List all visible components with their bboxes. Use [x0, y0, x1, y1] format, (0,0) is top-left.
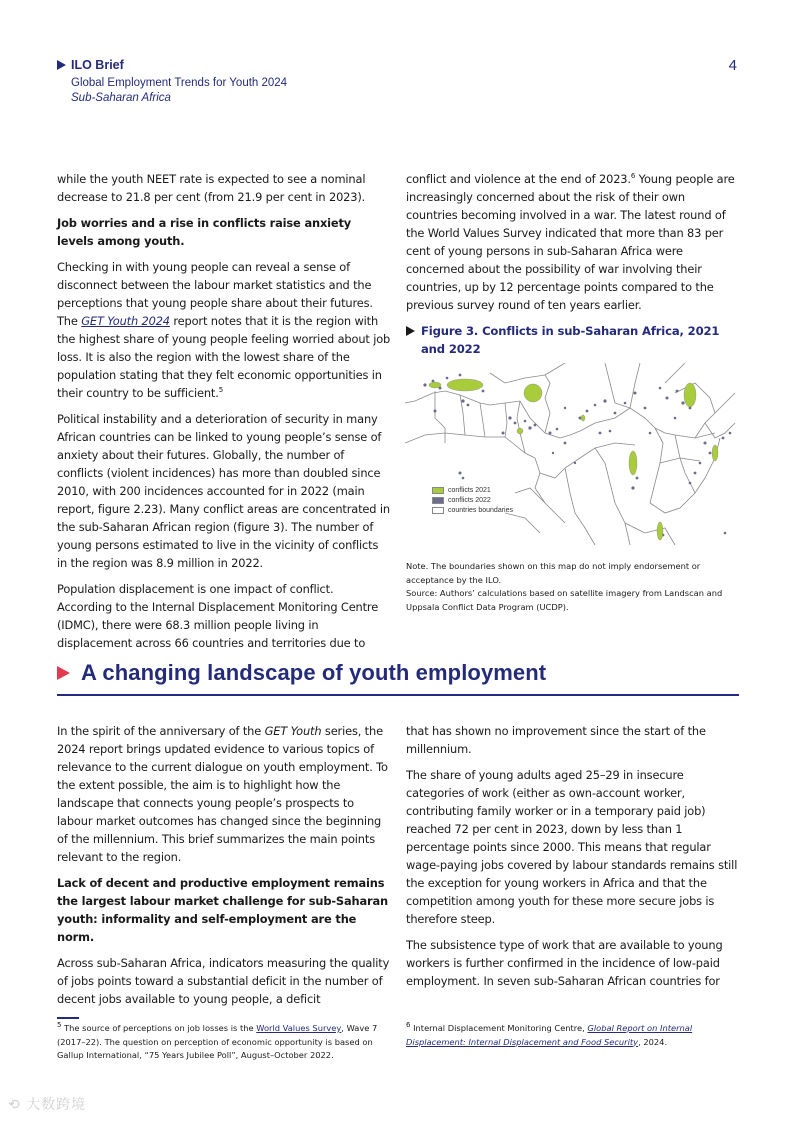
right-column-bottom: [406, 722, 740, 998]
footnote-number: 6: [406, 1021, 411, 1030]
text: , Wave 7 (2017–22). The question on perception of economic opportunity is based on Gallup International, “75 Years Jubilee Poll”, August–October 2022.: [57, 1023, 378, 1060]
paragraph-no-improvement: that has shown no improvement since the start of the millennium.: [406, 724, 706, 756]
text: Checking in with young people can reveal a sense of disconnect between the labour market statistics and the perceptions that young people share about their futures. The: [57, 260, 373, 328]
section-divider: [57, 694, 739, 696]
left-column-bottom: [57, 722, 391, 1016]
legend-swatch-purple-icon: [432, 497, 444, 504]
report-region: Sub-Saharan Africa: [71, 92, 171, 104]
watermark-icon: ⟲: [8, 1097, 21, 1113]
report-subtitle: Global Employment Trends for Youth 2024: [71, 77, 288, 89]
legend-swatch-green-icon: [432, 487, 444, 494]
section-header: [57, 660, 739, 696]
text: , 2024.: [638, 1036, 668, 1047]
footnote-ref-5[interactable]: 5: [218, 386, 224, 395]
page-number: 4: [728, 57, 737, 74]
idmc-report-link[interactable]: Global Report on Internal Displacement: Internal Displacement and Food Security: [406, 1023, 693, 1047]
paragraph-displacement: Population displacement is one impact of conflict. According to the Internal Displacement Monitoring Centre (IDMC), there were 68.3 million people living in displacement across 66 countries and territories due to: [57, 582, 379, 650]
legend-item-2022: [432, 495, 513, 505]
map-legend: [432, 485, 513, 515]
legend-label: conflicts 2021: [448, 486, 491, 494]
footnote-5: [57, 1022, 392, 1063]
footnote-divider: [57, 1017, 79, 1019]
text: Internal Displacement Monitoring Centre,: [410, 1023, 588, 1033]
conflict-map: [405, 363, 740, 545]
section-title: A changing landscape of youth employment: [81, 660, 547, 685]
text: The source of perceptions on job losses is the: [61, 1023, 257, 1033]
legend-label: conflicts 2022: [448, 496, 491, 504]
triangle-marker-icon: [406, 326, 415, 336]
page-header: [57, 57, 747, 104]
paragraph-perceptions: [57, 258, 391, 402]
get-youth-italic: GET Youth: [264, 724, 322, 738]
subheading-job-worries: Job worries and a rise in conflicts raise anxiety levels among youth.: [57, 216, 352, 248]
text: conflict and violence at the end of 2023.: [406, 172, 631, 186]
section-title-row: [57, 660, 739, 686]
figure-note: [406, 560, 746, 614]
left-column-top: [57, 170, 391, 660]
footnote-number: 5: [57, 1021, 62, 1030]
text: Young people are increasingly concerned about the risk of their own countries becoming involved in a war. The latest round of the World Values Survey indicated that more than 83 per cent of young persons in sub-Saharan Africa were concerned about the possibility of war involving their countries, up by 12 percentage points compared to the previous survey round of ten years earlier.: [406, 172, 735, 312]
map-source: Source: Authors’ calculations based on satellite imagery from Landscan and Uppsala Conflict Data Program (UCDP).: [406, 588, 723, 612]
subheading-decent-employment: Lack of decent and productive employment remains the largest labour market challenge for sub-Saharan youth: informality and self-employment are the norm.: [57, 876, 388, 944]
paragraph-political-instability: Political instability and a deterioration of security in many African countries can be linked to young people’s sense of anxiety about their futures. Globally, the number of conflicts (violent incidences) has more than doubled since 2010, with 200 incidences accounted for in 2022 (main report, figure 2.23). Many conflict areas are concentrated in the sub-Saharan African region (figure 3). The number of young persons estimated to live in the vicinity of conflicts in the region was 8.9 million in 2022.: [57, 412, 390, 570]
brief-label-row: [57, 57, 747, 73]
watermark-text: 大数跨境: [26, 1097, 87, 1113]
watermark-logo: [8, 1094, 86, 1114]
text: series, the 2024 report brings updated evidence to various topics of relevance to the current dialogue on youth employment. To the extent possible, the aim is to highlight how the landscape that connects young people’s prospects to labour market outcomes has changed since the beginning of the millennium. This brief summarizes the main points relevant to the region.: [57, 724, 388, 864]
paragraph-neet: while the youth NEET rate is expected to see a nominal decrease to 21.8 per cent (from 21.9 per cent in 2023).: [57, 172, 366, 204]
right-column-top: [406, 170, 740, 358]
text: report notes that it is the region with the highest share of young people feeling worried about job loss. It is also the region with the lowest share of the population stating that they felt economic opportunities in their country to be sufficient.: [57, 314, 391, 400]
red-triangle-icon: [57, 666, 70, 680]
africa-map-icon: [405, 363, 740, 545]
legend-swatch-white-icon: [432, 507, 444, 514]
figure-title-row: [406, 322, 740, 358]
paragraph-anniversary: [57, 722, 391, 866]
paragraph-job-quality: Across sub-Saharan Africa, indicators measuring the quality of jobs points toward a substantial deficit in the number of decent jobs available to young people, a deficit: [57, 956, 390, 1006]
footnote-6: [406, 1022, 741, 1049]
text: In the spirit of the anniversary of the: [57, 724, 265, 738]
paragraph-insecure-work: The share of young adults aged 25–29 in insecure categories of work (either as own-account worker, contributing family worker or in a temporary paid job) reached 72 per cent in 2023, down by less than 1 percentage points since 2000. This means that regular wage-paying jobs covered by labour standards remains still the exception for young workers in Africa and that the competition among youth for these more secure jobs is therefore steep.: [406, 768, 738, 926]
triangle-marker-icon: [57, 60, 66, 70]
map-disclaimer: Note. The boundaries shown on this map do not imply endorsement or acceptance by the ILO.: [406, 561, 701, 585]
figure-title: Figure 3. Conflicts in sub-Saharan Africa, 2021 and 2022: [421, 324, 720, 356]
paragraph-subsistence: The subsistence type of work that are available to young workers is further confirmed in the incidence of low-paid employment. In seven sub-Saharan African countries for: [406, 938, 723, 988]
get-youth-2024-link[interactable]: GET Youth 2024: [81, 314, 170, 328]
brief-label: ILO Brief: [71, 58, 124, 72]
legend-item-2021: [432, 485, 513, 495]
paragraph-war-concern: [406, 170, 740, 314]
legend-label: countries boundaries: [448, 506, 513, 514]
footnote-ref-6[interactable]: 6: [630, 172, 636, 181]
legend-item-boundaries: [432, 505, 513, 515]
world-values-survey-link[interactable]: World Values Survey: [256, 1023, 342, 1033]
